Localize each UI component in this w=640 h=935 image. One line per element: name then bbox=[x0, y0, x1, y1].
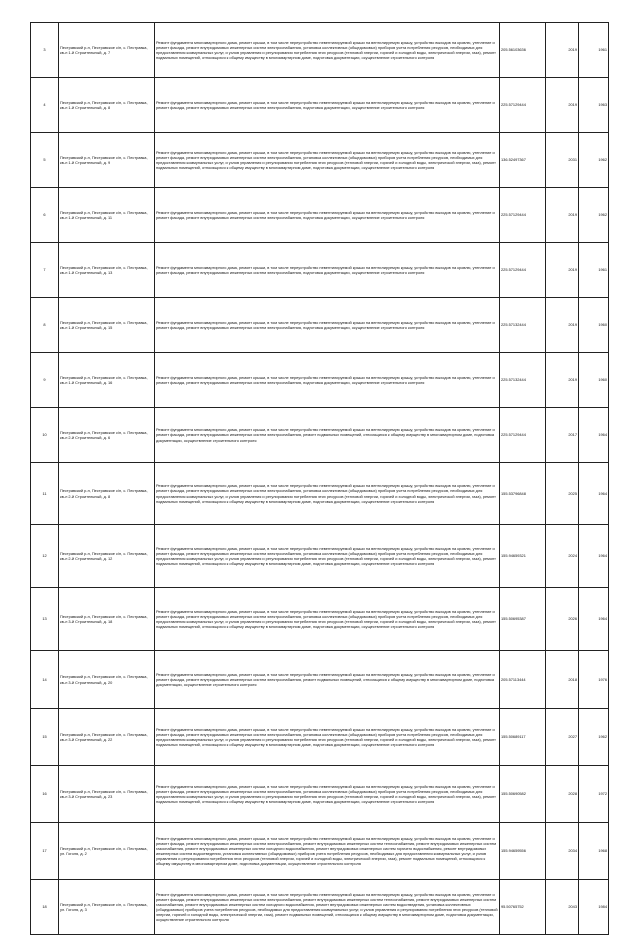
row-number: 3 bbox=[31, 23, 59, 78]
row-number: 7 bbox=[31, 243, 59, 298]
row-planned-year: 2027 bbox=[546, 709, 579, 766]
row-build-year: 1964 bbox=[579, 463, 609, 525]
table-row bbox=[31, 298, 609, 353]
row-cost: 225.57129444 bbox=[500, 408, 546, 463]
row-planned-year: 2018 bbox=[546, 651, 579, 709]
row-planned-year: 2019 bbox=[546, 353, 579, 408]
row-address: Пестравский р-н, Пестравское с/п, с. Пестравка, кв-л 3-й Строительный, д. 18 bbox=[59, 588, 155, 651]
row-address: Пестравский р-н, Пестравское с/п, с. Пестравка, кв-л 2-й Строительный, д. 12 bbox=[59, 525, 155, 588]
row-address: Пестравский р-н, Пестравское с/п, с. Пестравка, кв-л 1-й Строительный, д. 9 bbox=[59, 133, 155, 188]
row-build-year: 1984 bbox=[579, 880, 609, 935]
table-row bbox=[31, 880, 609, 935]
row-cost: 205.56103636 bbox=[500, 23, 546, 78]
row-cost: 95.50765752 bbox=[500, 880, 546, 935]
row-build-year: 1964 bbox=[579, 408, 609, 463]
row-build-year: 1963 bbox=[579, 78, 609, 133]
row-address: Пестравский р-н, Пестравское с/п, с. Пестравка, кв-л 1-й Строительный, д. 16 bbox=[59, 353, 155, 408]
table-row bbox=[31, 188, 609, 243]
row-number: 16 bbox=[31, 766, 59, 823]
table-row bbox=[31, 463, 609, 525]
row-works-description: Ремонт фундамента многоквартирного дома, ремонт крыши, в том числе переустройство невентилируемой крыши на вентилируемую крышу, устройство выходов на кровлю, утепление и ремонт фасада, ремонт внутридомовых инженерных систем электроснабжения, ремонт подвальных помещений, относящихся к общему имуществу в многоквартирном доме, подготовка документации, осуществление строительного контроля bbox=[155, 651, 500, 709]
row-works-description: Ремонт фундамента многоквартирного дома, ремонт крыши, в том числе переустройство невентилируемой крыши на вентилируемую крышу, устройство выходов на кровлю, утепление и ремонт фасада, ремонт внутридомовых инженерных систем электроснабжения, установка коллективных (общедомовых) приборов учета потребления ресурсов, необходимых для предоставления коммунальных услуг, и узлов управления и регулирования потребления этих ресурсов (тепловой энергии, горячей и холодной воды, электрической энергии, газа), ремонт подвальных помещений, относящихся к общему имуществу в многоквартирном доме, подготовка документации, осуществление строительного контроля bbox=[155, 525, 500, 588]
table-row bbox=[31, 766, 609, 823]
table-row bbox=[31, 133, 609, 188]
row-works-description: Ремонт фундамента многоквартирного дома, ремонт крыши, в том числе переустройство невентилируемой крыши на вентилируемую крышу, устройство выходов на кровлю, утепление и ремонт фасада, ремонт внутридомовых инженерных систем электроснабжения, установка коллективных (общедомовых) приборов учета потребления ресурсов, необходимых для предоставления коммунальных услуг, и узлов управления и регулирования потребления этих ресурсов (тепловой энергии, горячей и холодной воды, электрической энергии, газа), ремонт подвальных помещений, относящихся к общему имуществу в многоквартирном доме, подготовка документации, осуществление строительного контроля bbox=[155, 766, 500, 823]
row-address: Пестравский р-н, Пестравское с/п, с. Пестравка, кв-л 2-й Строительный, д. 8 bbox=[59, 463, 155, 525]
row-works-description: Ремонт фундамента многоквартирного дома, ремонт крыши, в том числе переустройство невентилируемой крыши на вентилируемую крышу, устройство выходов на кровлю, утепление и ремонт фасада, ремонт внутридомовых инженерных систем электроснабжения, ремонт подвальных помещений, относящихся к общему имуществу в многоквартирном доме, подготовка документации, осуществление строительного контроля bbox=[155, 408, 500, 463]
row-address: Пестравский р-н, Пестравское с/п, с. Пестравка, ул. Гоголя, д. 2 bbox=[59, 823, 155, 880]
row-address: Пестравский р-н, Пестравское с/п, с. Пестравка, кв-л 1-й Строительный, д. 11 bbox=[59, 188, 155, 243]
row-works-description: Ремонт фундамента многоквартирного дома, ремонт крыши, в том числе переустройство невентилируемой крыши на вентилируемую крышу, устройство выходов на кровлю, утепление и ремонт фасада, ремонт внутридомовых инженерных систем электроснабжения, установка коллективных (общедомовых) приборов учета потребления ресурсов, необходимых для предоставления коммунальных услуг, и узлов управления и регулирования потребления этих ресурсов (тепловой энергии, горячей и холодной воды, электрической энергии, газа), ремонт подвальных помещений, относящихся к общему имуществу в многоквартирном доме, подготовка документации, осуществление строительного контроля bbox=[155, 588, 500, 651]
row-works-description: Ремонт фундамента многоквартирного дома, ремонт крыши, в том числе переустройство невентилируемой крыши на вентилируемую крышу, устройство выходов на кровлю, утепление и ремонт фасада, ремонт внутридомовых инженерных систем электроснабжения, подготовка документации, осуществление строительного контроля bbox=[155, 298, 500, 353]
row-build-year: 1962 bbox=[579, 709, 609, 766]
row-works-description: Ремонт фундамента многоквартирного дома, ремонт крыши, в том числе переустройство невентилируемой крыши на вентилируемую крышу, устройство выходов на кровлю, утепление и ремонт фасада, ремонт внутридомовых инженерных систем электроснабжения, установка коллективных (общедомовых) приборов учета потребления ресурсов, необходимых для предоставления коммунальных услуг, и узлов управления и регулирования потребления этих ресурсов (тепловой энергии, горячей и холодной воды, электрической энергии, газа), ремонт подвальных помещений, относящихся к общему имуществу в многоквартирном доме, подготовка документации, осуществление строительного контроля bbox=[155, 463, 500, 525]
row-planned-year: 2043 bbox=[546, 880, 579, 935]
row-build-year: 1962 bbox=[579, 133, 609, 188]
row-number: 14 bbox=[31, 651, 59, 709]
row-planned-year: 2024 bbox=[546, 525, 579, 588]
row-build-year: 1964 bbox=[579, 525, 609, 588]
table-row bbox=[31, 23, 609, 78]
table-row bbox=[31, 525, 609, 588]
row-number: 4 bbox=[31, 78, 59, 133]
registry-rows bbox=[31, 23, 609, 935]
row-build-year: 1964 bbox=[579, 588, 609, 651]
row-number: 5 bbox=[31, 133, 59, 188]
row-build-year: 1960 bbox=[579, 298, 609, 353]
row-address: Пестравский р-н, Пестравское с/п, с. Пестравка, кв-л 1-й Строительный, д. 8 bbox=[59, 78, 155, 133]
row-planned-year: 2026 bbox=[546, 588, 579, 651]
row-address: Пестравский р-н, Пестравское с/п, с. Пестравка, кв-л 3-й Строительный, д. 22 bbox=[59, 709, 155, 766]
row-build-year: 1961 bbox=[579, 23, 609, 78]
row-cost: 155.50690582 bbox=[500, 766, 546, 823]
row-cost: 225.57129444 bbox=[500, 78, 546, 133]
row-number: 9 bbox=[31, 353, 59, 408]
row-works-description: Ремонт фундамента многоквартирного дома, ремонт крыши, в том числе переустройство невентилируемой крыши на вентилируемую крышу, устройство выходов на кровлю, утепление и ремонт фасада, ремонт внутридомовых инженерных систем электроснабжения, подготовка документации, осуществление строительного контроля bbox=[155, 353, 500, 408]
row-build-year: 1962 bbox=[579, 188, 609, 243]
row-works-description: Ремонт фундамента многоквартирного дома, ремонт крыши, в том числе переустройство невентилируемой крыши на вентилируемую крышу, устройство выходов на кровлю, утепление и ремонт фасада, ремонт внутридомовых инженерных систем электроснабжения, установка коллективных (общедомовых) приборов учета потребления ресурсов, необходимых для предоставления коммунальных услуг, и узлов управления и регулирования потребления этих ресурсов (тепловой энергии, горячей и холодной воды, электрической энергии, газа), ремонт подвальных помещений, относящихся к общему имуществу в многоквартирном доме, подготовка документации, осуществление строительного контроля bbox=[155, 23, 500, 78]
row-number: 12 bbox=[31, 525, 59, 588]
row-works-description: Ремонт фундамента многоквартирного дома, ремонт крыши, в том числе переустройство невентилируемой крыши на вентилируемую крышу, устройство выходов на кровлю, утепление и ремонт фасада, ремонт внутридомовых инженерных систем электроснабжения, установка коллективных (общедомовых) приборов учета потребления ресурсов, необходимых для предоставления коммунальных услуг, и узлов управления и регулирования потребления этих ресурсов (тепловой энергии, горячей и холодной воды, электрической энергии, газа), ремонт подвальных помещений, относящихся к общему имуществу в многоквартирном доме, подготовка документации, осуществление строительного контроля bbox=[155, 709, 500, 766]
row-number: 6 bbox=[31, 188, 59, 243]
row-works-description: Ремонт фундамента многоквартирного дома, ремонт крыши, в том числе переустройство невентилируемой крыши на вентилируемую крышу, устройство выходов на кровлю, утепление и ремонт фасада, ремонт внутридомовых инженерных систем электроснабжения, подготовка документации, осуществление строительного контроля bbox=[155, 78, 500, 133]
row-planned-year: 2025 bbox=[546, 463, 579, 525]
row-cost: 205.57113444 bbox=[500, 651, 546, 709]
row-planned-year: 2031 bbox=[546, 133, 579, 188]
row-number: 18 bbox=[31, 880, 59, 935]
row-cost: 225.57132444 bbox=[500, 298, 546, 353]
table-row bbox=[31, 78, 609, 133]
row-number: 8 bbox=[31, 298, 59, 353]
row-planned-year: 2019 bbox=[546, 78, 579, 133]
row-cost: 155.50695387 bbox=[500, 588, 546, 651]
row-number: 15 bbox=[31, 709, 59, 766]
row-number: 10 bbox=[31, 408, 59, 463]
row-number: 13 bbox=[31, 588, 59, 651]
row-planned-year: 2019 bbox=[546, 23, 579, 78]
row-planned-year: 2017 bbox=[546, 408, 579, 463]
row-cost: 155.53796848 bbox=[500, 463, 546, 525]
row-address: Пестравский р-н, Пестравское с/п, с. Пестравка, кв-л 1-й Строительный, д. 13 bbox=[59, 243, 155, 298]
row-cost: 155.50689117 bbox=[500, 709, 546, 766]
row-address: Пестравский р-н, Пестравское с/п, с. Пестравка, кв-л 2-й Строительный, д. 6 bbox=[59, 408, 155, 463]
row-works-description: Ремонт фундамента многоквартирного дома, ремонт крыши, в том числе переустройство невентилируемой крыши на вентилируемую крышу, устройство выходов на кровлю, утепление и ремонт фасада, ремонт внутридомовых инженерных систем электроснабжения, установка коллективных (общедомовых) приборов учета потребления ресурсов, необходимых для предоставления коммунальных услуг, и узлов управления и регулирования потребления этих ресурсов (тепловой энергии, горячей и холодной воды, электрической энергии, газа), ремонт подвальных помещений, относящихся к общему имуществу в многоквартирном доме, подготовка документации, осуществление строительного контроля bbox=[155, 133, 500, 188]
row-address: Пестравский р-н, Пестравское с/п, с. Пестравка, кв-л 1-й Строительный, д. 15 bbox=[59, 298, 155, 353]
row-cost: 155.94659556 bbox=[500, 823, 546, 880]
row-cost: 136.52497367 bbox=[500, 133, 546, 188]
row-works-description: Ремонт фундамента многоквартирного дома, ремонт крыши, в том числе переустройство невентилируемой крыши на вентилируемую крышу, устройство выходов на кровлю, утепление и ремонт фасада, ремонт внутридомовых инженерных систем электроснабжения, ремонт внутридомовых инженерных систем теплоснабжения, ремонт внутридомовых инженерных систем газоснабжения, ремонт внутридомовых инженерных систем холодного водоснабжения, ремонт внутридомовых инженерных систем водоотведения, установка коллективных (общедомовых) приборов учета потребления ресурсов, необходимых для предоставления коммунальных услуг, и узлов управления и регулирования потребления этих ресурсов (тепловой энергии, горячей и холодной воды, электрической энергии, газа), ремонт подвальных помещений, относящихся к общему имуществу в многоквартирном доме, подготовка документации, осуществление строительного контроля bbox=[155, 880, 500, 935]
table-row bbox=[31, 408, 609, 463]
row-build-year: 1961 bbox=[579, 243, 609, 298]
table-row bbox=[31, 243, 609, 298]
row-works-description: Ремонт фундамента многоквартирного дома, ремонт крыши, в том числе переустройство невентилируемой крыши на вентилируемую крышу, устройство выходов на кровлю, утепление и ремонт фасада, ремонт внутридомовых инженерных систем электроснабжения, ремонт внутридомовых инженерных систем теплоснабжения, ремонт внутридомовых инженерных систем газоснабжения, ремонт внутридомовых инженерных систем холодного водоснабжения, ремонт внутридомовых инженерных систем горячего водоснабжения, ремонт внутридомовых инженерных систем водоотведения, установка коллективных (общедомовых) приборов учета потребления ресурсов, необходимых для предоставления коммунальных услуг, и узлов управления и регулирования потребления этих ресурсов (тепловой энергии, горячей и холодной воды, электрической энергии, газа), ремонт подвальных помещений, относящихся к общему имуществу в многоквартирном доме, подготовка документации, осуществление строительного контроля bbox=[155, 823, 500, 880]
row-planned-year: 2019 bbox=[546, 298, 579, 353]
row-address: Пестравский р-н, Пестравское с/п, с. Пестравка, кв-л 3-й Строительный, д. 23 bbox=[59, 766, 155, 823]
row-build-year: 1972 bbox=[579, 766, 609, 823]
row-planned-year: 2019 bbox=[546, 188, 579, 243]
table-row bbox=[31, 588, 609, 651]
row-works-description: Ремонт фундамента многоквартирного дома, ремонт крыши, в том числе переустройство невентилируемой крыши на вентилируемую крышу, устройство выходов на кровлю, утепление и ремонт фасада, ремонт внутридомовых инженерных систем электроснабжения, подготовка документации, осуществление строительного контроля bbox=[155, 243, 500, 298]
table-row bbox=[31, 709, 609, 766]
row-works-description: Ремонт фундамента многоквартирного дома, ремонт крыши, в том числе переустройство невентилируемой крыши на вентилируемую крышу, устройство выходов на кровлю, утепление и ремонт фасада, ремонт внутридомовых инженерных систем электроснабжения, подготовка документации, осуществление строительного контроля bbox=[155, 188, 500, 243]
registry-table bbox=[30, 22, 609, 935]
row-cost: 225.57129444 bbox=[500, 188, 546, 243]
table-row bbox=[31, 353, 609, 408]
table-row bbox=[31, 823, 609, 880]
row-planned-year: 2019 bbox=[546, 243, 579, 298]
table-row bbox=[31, 651, 609, 709]
row-number: 11 bbox=[31, 463, 59, 525]
row-cost: 225.57129444 bbox=[500, 243, 546, 298]
row-address: Пестравский р-н, Пестравское с/п, с. Пестравка, ул. Гоголя, д. 3 bbox=[59, 880, 155, 935]
row-build-year: 1960 bbox=[579, 353, 609, 408]
row-address: Пестравский р-н, Пестравское с/п, с. Пестравка, кв-л 3-й Строительный, д. 20 bbox=[59, 651, 155, 709]
row-address: Пестравский р-н, Пестравское с/п, с. Пестравка, кв-л 1-й Строительный, д. 7 bbox=[59, 23, 155, 78]
row-number: 17 bbox=[31, 823, 59, 880]
row-cost: 155.94659321 bbox=[500, 525, 546, 588]
row-build-year: 1968 bbox=[579, 823, 609, 880]
row-planned-year: 2034 bbox=[546, 823, 579, 880]
row-planned-year: 2028 bbox=[546, 766, 579, 823]
row-cost: 225.57132444 bbox=[500, 353, 546, 408]
row-build-year: 1976 bbox=[579, 651, 609, 709]
